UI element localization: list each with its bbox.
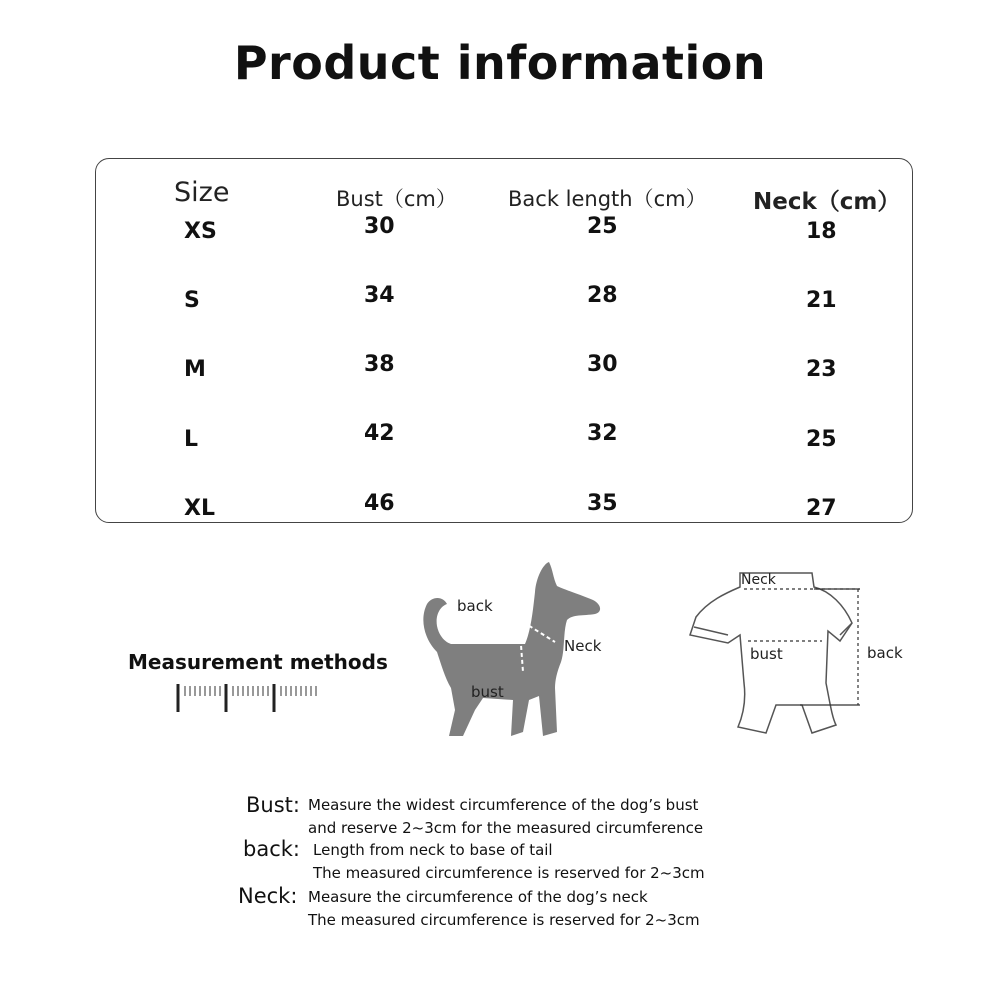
dog-neck-label: Neck [564, 637, 602, 655]
back-desc-line1: Length from neck to base of tail [313, 841, 553, 859]
row-neck: 21 [806, 288, 837, 313]
ruler-icon [176, 684, 321, 714]
row-neck: 27 [806, 496, 837, 521]
suit-diagram [680, 565, 920, 745]
suit-bust-label: bust [750, 645, 783, 663]
dog-back-label: back [457, 597, 493, 615]
bust-desc-line2: and reserve 2~3cm for the measured circumference [308, 819, 704, 837]
dog-bust-label: bust [471, 683, 504, 701]
row-size: M [184, 357, 206, 382]
row-bust: 38 [364, 352, 395, 377]
row-size: XS [184, 219, 217, 244]
header-bust: Bust（cm） [336, 187, 457, 211]
row-bust: 34 [364, 283, 395, 308]
neck-desc-line2: The measured circumference is reserved for 2~3cm [308, 911, 700, 929]
header-back-length: Back length（cm） [508, 187, 707, 211]
header-size: Size [174, 177, 230, 208]
back-key: back: [243, 837, 300, 861]
row-neck: 25 [806, 427, 837, 452]
row-bust: 42 [364, 421, 395, 446]
neck-key: Neck: [238, 884, 298, 908]
neck-desc-line1: Measure the circumference of the dog’s neck [308, 888, 648, 906]
bust-key: Bust: [246, 793, 300, 817]
row-bust: 30 [364, 214, 395, 239]
size-table [95, 158, 913, 523]
row-back: 28 [587, 283, 618, 308]
row-back: 35 [587, 491, 618, 516]
back-desc-line2: The measured circumference is reserved for 2~3cm [313, 864, 705, 882]
row-back: 30 [587, 352, 618, 377]
suit-neck-label: Neck [741, 572, 776, 588]
header-neck: Neck（cm） [753, 189, 901, 215]
bust-desc-line1: Measure the widest circumference of the dog’s bust [308, 796, 699, 814]
row-size: S [184, 288, 200, 313]
row-neck: 23 [806, 357, 837, 382]
row-back: 32 [587, 421, 618, 446]
row-neck: 18 [806, 219, 837, 244]
row-size: L [184, 427, 199, 452]
dog-diagram [415, 560, 645, 745]
measurement-methods-label: Measurement methods [128, 650, 388, 674]
suit-back-label: back [867, 644, 903, 662]
page-title: Product information [233, 36, 767, 90]
row-back: 25 [587, 214, 618, 239]
row-bust: 46 [364, 491, 395, 516]
row-size: XL [184, 496, 215, 521]
